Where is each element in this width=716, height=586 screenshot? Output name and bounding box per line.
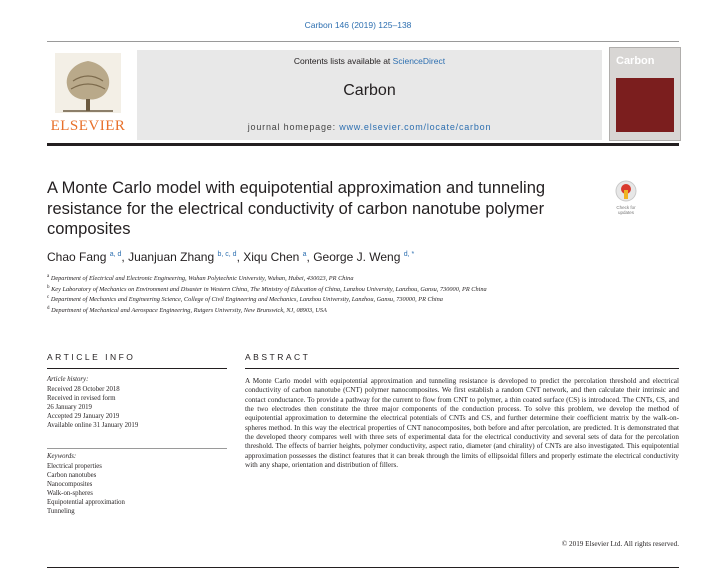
- affiliation-item: [47, 305, 607, 316]
- elsevier-logo[interactable]: [47, 50, 129, 140]
- crossmark-button[interactable]: [611, 180, 641, 220]
- cover-image: [616, 78, 674, 132]
- history-item: Available online 31 January 2019: [47, 422, 139, 429]
- crossmark-label: Check for updates: [616, 205, 636, 215]
- affiliation-key: d: [47, 305, 50, 311]
- journal-homepage-line: [137, 122, 602, 132]
- cover-title: Carbon: [616, 55, 655, 67]
- author-affiliation-marker[interactable]: a, d: [109, 251, 122, 258]
- keywords-list: [47, 462, 227, 516]
- keyword-item[interactable]: Electrical properties: [47, 463, 102, 470]
- keyword-item[interactable]: Nanocomposites: [47, 481, 93, 488]
- author-list: [47, 250, 647, 264]
- history-item: Received in revised form: [47, 395, 116, 402]
- article-title: A Monte Carlo model with equipotential approximation and tunneling resistance for the electrical conductivity of carbon nanotube polymer composites: [47, 179, 546, 238]
- author-name[interactable]: Chao Fang: [47, 250, 107, 264]
- sciencedirect-link[interactable]: ScienceDirect: [392, 56, 446, 66]
- keyword-item[interactable]: Tunneling: [47, 508, 75, 515]
- author-name[interactable]: George J. Weng: [313, 250, 401, 264]
- affiliation-text: Department of Mechanical and Aerospace Engineering, Rutgers University, New Brunswick, NJ, 08903, USA: [51, 306, 327, 314]
- abstract-body: A Monte Carlo model with equipotential approximation and tunneling resistance is developed to predict the percolation threshold and electrical conductivity of carbon nanotube (CNT) polymer nanocomposites. We first establish a random CNT network, and then calculate their intrinsic and contact conductance. To provide a pathway for the current to flow from CNT to polymer, a thin coated surface (CS) is introduced. The CNTs, CS, and the two electrodes then constitute the three major components of the conduction process. To solve this problem, we develop the method of equipotential approximation to determine the electrical potentials of CNTs and CS, and further determine their coefficient matrix by the walk-on-spheres method. In this way the electrical properties of CNT nanocomposites, both before and after percolation, are predicted. It is demonstrated that the developed theory compares well with three sets of experimental data for the electrical conductivity and several sets of data for the percolation threshold. The effects of barrier heights, polymer conductivity, aspect ratio, diameter (and chirality) of CNTs are also investigated. This equipotential approximation possesses the distinct features that it can break through the limits of ellipsoidal fillers and properly estimate the electrical conductivity with any shape, orientation and distribution of fillers.: [245, 377, 679, 470]
- abstract-rule: [245, 368, 679, 369]
- journal-header-band: [137, 50, 602, 140]
- affiliation-key: c: [47, 295, 50, 301]
- article-history-label: Article history:: [47, 376, 89, 383]
- author-separator: ,: [236, 250, 244, 264]
- author-affiliation-marker[interactable]: a: [302, 251, 307, 258]
- journal-name: Carbon: [343, 82, 396, 99]
- journal-cover-thumbnail[interactable]: [609, 47, 681, 141]
- header-top-rule: [47, 41, 679, 42]
- author-affiliation-marker[interactable]: d, *: [403, 251, 415, 258]
- abstract-heading: ABSTRACT: [245, 352, 311, 362]
- article-info-divider: [47, 448, 227, 449]
- author-name[interactable]: Xiqu Chen: [243, 250, 300, 264]
- article-info-heading: ARTICLE INFO: [47, 352, 136, 362]
- affiliation-item: [47, 284, 607, 295]
- affiliations: [47, 273, 607, 315]
- affiliation-text: Department of Mechanics and Engineering Science, College of Civil Engineering and Mechanics, Lanzhou University, Lanzhou, Gansu, 730000, PR China: [50, 296, 443, 304]
- elsevier-tree-icon: [55, 53, 121, 113]
- history-item: 26 January 2019: [47, 404, 92, 411]
- author-name[interactable]: Juanjuan Zhang: [128, 250, 215, 264]
- article-info-rule: [47, 368, 227, 369]
- history-item: Received 28 October 2018: [47, 386, 120, 393]
- affiliation-key: a: [47, 274, 50, 279]
- affiliation-text: Department of Electrical and Electronic Engineering, Wuhan Polytechnic University, Wuhan, Hubei, 430023, PR China: [50, 275, 354, 283]
- copyright-notice: © 2019 Elsevier Ltd. All rights reserved.: [561, 540, 679, 548]
- affiliation-text: Key Laboratory of Mechanics on Environment and Disaster in Western China, The Ministry of Education of China, Lanzhou University, Lanzhou, Gansu, 730000, PR China: [51, 285, 487, 293]
- affiliation-key: b: [47, 284, 50, 290]
- journal-citation[interactable]: Carbon 146 (2019) 125–138: [304, 20, 412, 30]
- affiliation-item: [47, 294, 607, 305]
- crossmark-icon: [611, 180, 641, 204]
- bottom-rule: [47, 567, 679, 568]
- header-bottom-rule: [47, 143, 679, 146]
- contents-available-line: [137, 56, 602, 66]
- homepage-prefix: journal homepage:: [247, 122, 340, 132]
- history-item: Accepted 29 January 2019: [47, 413, 120, 420]
- author-affiliation-marker[interactable]: b, c, d: [217, 251, 237, 258]
- author-separator: ,: [306, 250, 314, 264]
- keywords-label: Keywords:: [47, 453, 77, 460]
- keyword-item[interactable]: Equipotential approximation: [47, 499, 125, 506]
- keyword-item[interactable]: Carbon nanotubes: [47, 472, 97, 479]
- contents-prefix: Contents lists available at: [293, 56, 393, 66]
- affiliation-item: [47, 273, 607, 284]
- journal-homepage-link[interactable]: www.elsevier.com/locate/carbon: [339, 122, 492, 132]
- elsevier-wordmark: ELSEVIER: [50, 118, 126, 134]
- keyword-item[interactable]: Walk-on-spheres: [47, 490, 93, 497]
- author-separator: ,: [121, 250, 129, 264]
- article-history-list: [47, 385, 227, 430]
